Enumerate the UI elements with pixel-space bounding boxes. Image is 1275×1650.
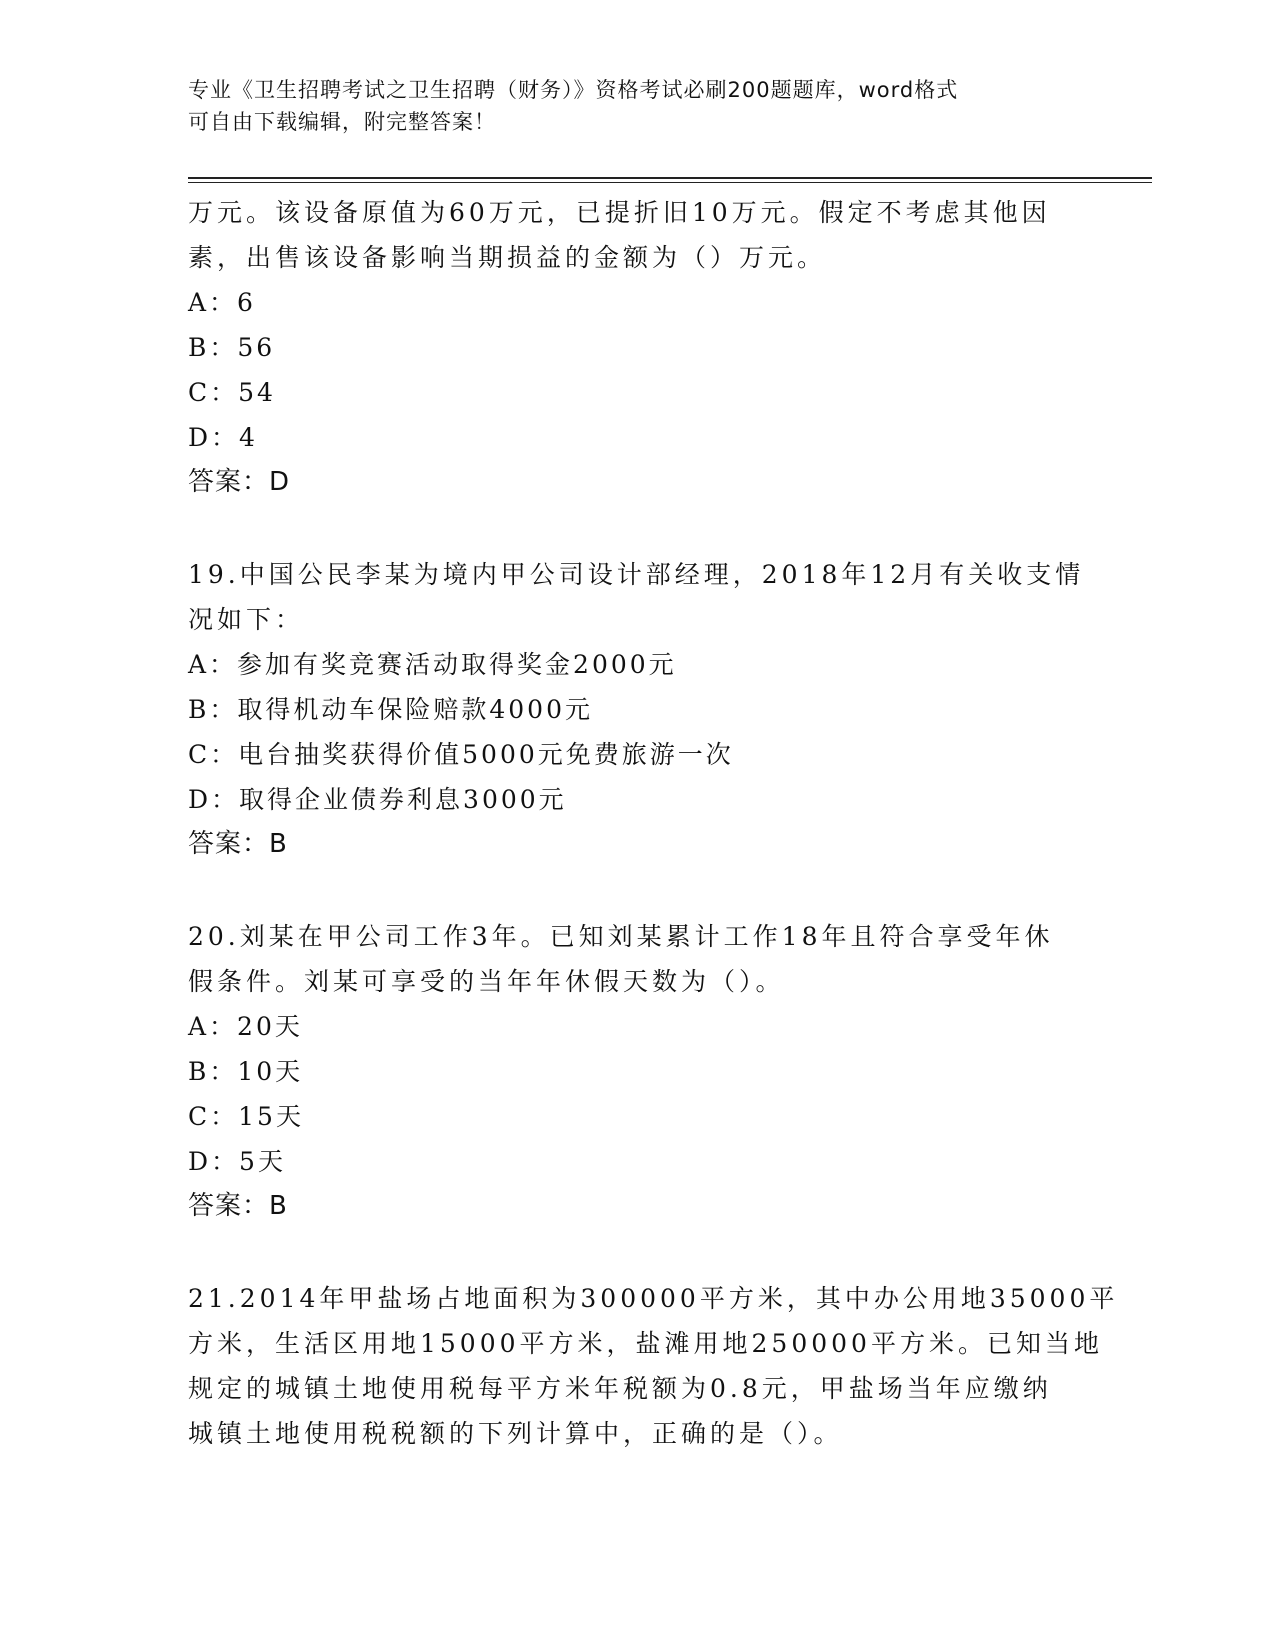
page-header [188, 74, 1068, 138]
question-19-option-a: A：参加有奖竞赛活动取得奖金2000元 [188, 650, 677, 679]
question-21 [188, 1276, 1119, 1456]
question-18 [188, 190, 1068, 505]
question-19-option-d: D：取得企业债券利息3000元 [188, 785, 567, 814]
spacer [188, 867, 1068, 914]
question-19-text-line-2: 况如下： [188, 605, 305, 634]
question-18-answer: 答案：D [188, 467, 291, 497]
question-19-text-line-1: 19.中国公民李某为境内甲公司设计部经理，2018年12月有关收支情 [188, 560, 1085, 589]
question-20-text-line-2: 假条件。刘某可享受的当年年休假天数为（）。 [188, 967, 785, 996]
question-19 [188, 552, 1085, 867]
question-19-option-c: C：电台抽奖获得价值5000元免费旅游一次 [188, 740, 734, 769]
question-21-text-line-4: 城镇土地使用税税额的下列计算中，正确的是（）。 [188, 1419, 843, 1448]
header-divider-thin [188, 182, 1152, 183]
spacer [188, 505, 1068, 552]
question-18-option-b: B：56 [188, 333, 276, 362]
question-21-text-line-2: 方米，生活区用地15000平方米，盐滩用地250000平方米。已知当地 [188, 1329, 1103, 1358]
question-18-option-d: D：4 [188, 423, 258, 452]
question-21-text-line-1: 21.2014年甲盐场占地面积为300000平方米，其中办公用地35000平 [188, 1284, 1119, 1313]
question-20-text-line-1: 20.刘某在甲公司工作3年。已知刘某累计工作18年且符合享受年休 [188, 922, 1054, 951]
question-18-option-c: C：54 [188, 378, 276, 407]
header-title-line-1: 专业《卫生招聘考试之卫生招聘（财务）》资格考试必刷200题题库，word格式 [188, 78, 959, 102]
question-19-option-b: B：取得机动车保险赔款4000元 [188, 695, 593, 724]
question-20-option-a: A：20天 [188, 1012, 303, 1041]
question-19-answer: 答案：B [188, 829, 288, 859]
question-21-text-line-3: 规定的城镇土地使用税每平方米年税额为0.8元，甲盐场当年应缴纳 [188, 1374, 1052, 1403]
question-20-option-b: B：10天 [188, 1057, 304, 1086]
question-18-text-line-1: 万元。该设备原值为60万元，已提折旧10万元。假定不考虑其他因 [188, 198, 1051, 227]
question-20-answer: 答案：B [188, 1191, 288, 1221]
question-20-option-c: C：15天 [188, 1102, 304, 1131]
question-18-option-a: A：6 [188, 288, 256, 317]
question-20 [188, 914, 1068, 1229]
header-title-line-2: 可自由下载编辑，附完整答案！ [188, 110, 496, 134]
question-18-text-line-2: 素，出售该设备影响当期损益的金额为（）万元。 [188, 243, 827, 272]
question-20-option-d: D：5天 [188, 1147, 286, 1176]
question-list [188, 190, 1119, 1456]
header-divider-thick [188, 177, 1152, 179]
spacer [188, 1229, 1068, 1276]
